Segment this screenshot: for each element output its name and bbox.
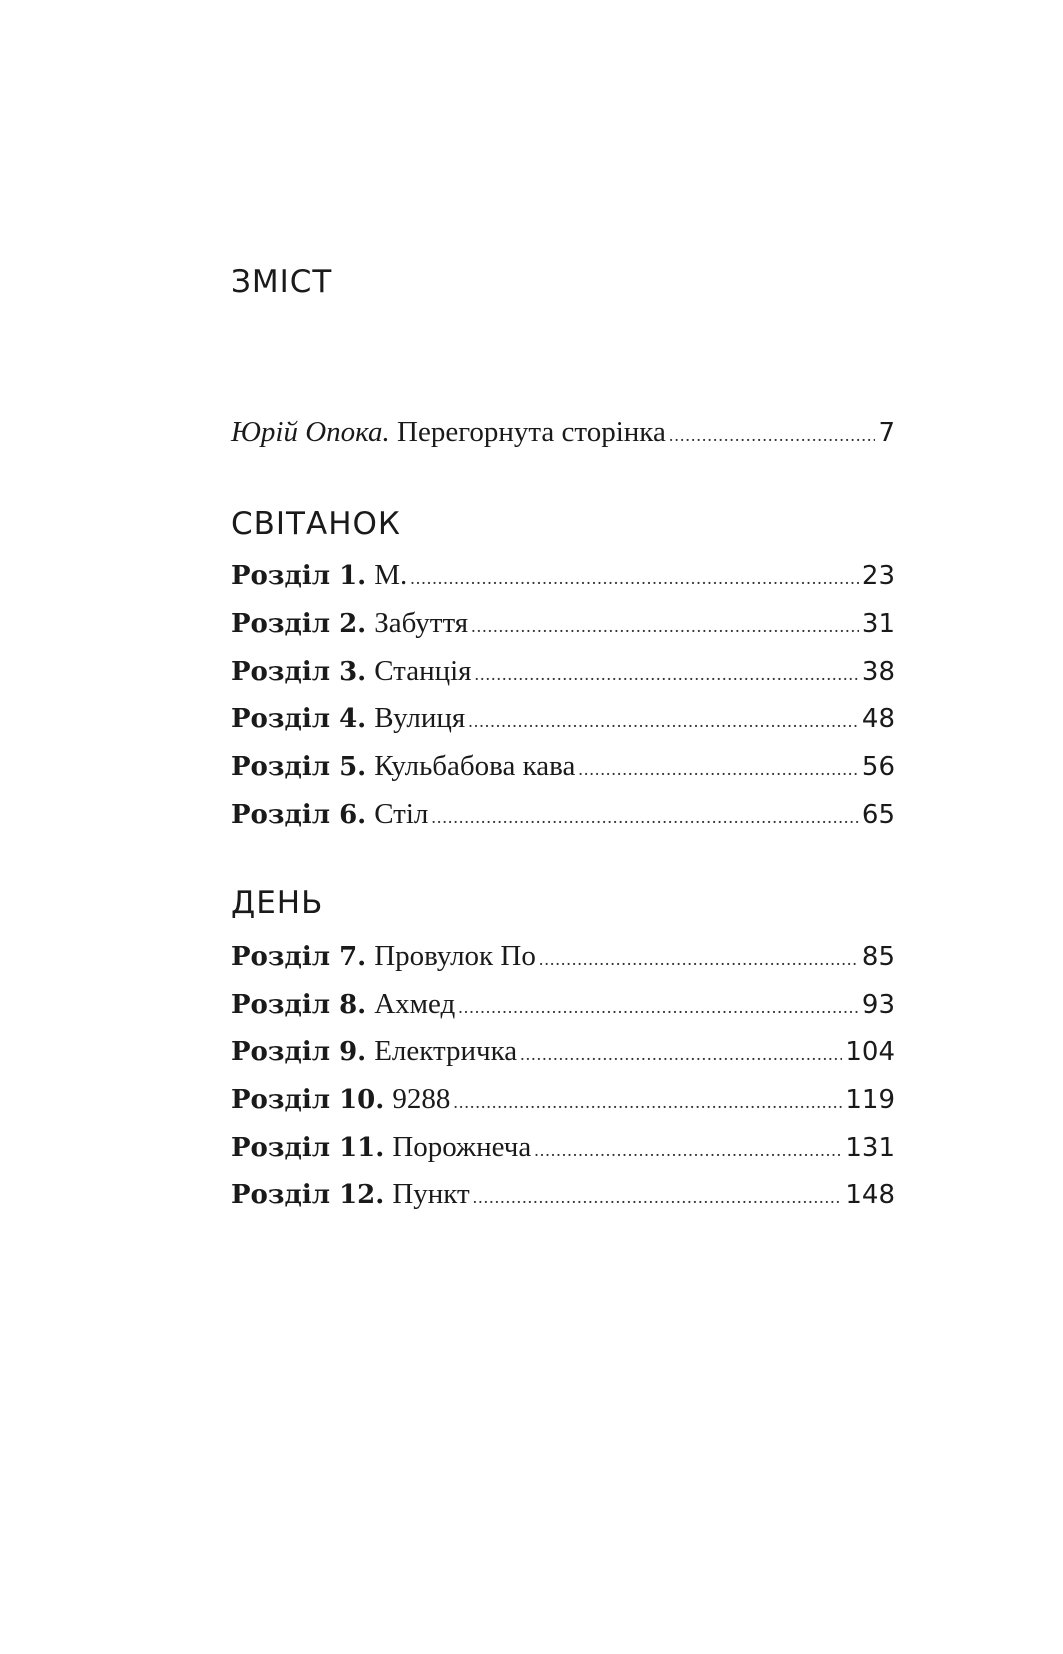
- chapter-label: Розділ 5.: [231, 752, 367, 782]
- chapter-title: Кульбабова кава: [374, 750, 576, 782]
- page-number: 104: [845, 1037, 895, 1067]
- chapter-title: Стіл: [374, 798, 429, 830]
- chapter-label: Розділ 7.: [231, 942, 367, 972]
- dot-leader: [468, 701, 859, 741]
- toc-entry[interactable]: [231, 698, 895, 738]
- intro-title: Перегорнута сторінка: [397, 416, 666, 448]
- chapter-label: Розділ 8.: [231, 990, 367, 1020]
- chapter-label: Розділ 11.: [231, 1133, 385, 1163]
- dot-leader: [534, 1130, 842, 1170]
- toc-entry[interactable]: [231, 1079, 895, 1119]
- intro-author: Юрій Опока.: [231, 416, 390, 448]
- section-heading-den: ДЕНЬ: [231, 885, 324, 921]
- chapter-label: Розділ 9.: [231, 1037, 367, 1067]
- chapter-title: Вулиця: [374, 702, 466, 734]
- page-number: 119: [845, 1085, 895, 1115]
- dot-leader: [475, 654, 859, 694]
- page-number: 65: [861, 800, 895, 830]
- chapter-title: Забуття: [374, 607, 469, 639]
- dot-leader: [410, 558, 859, 598]
- toc-entry[interactable]: [231, 984, 895, 1024]
- page-number: 31: [861, 609, 895, 639]
- toc-entry[interactable]: [231, 1031, 895, 1071]
- page-number: 85: [861, 942, 895, 972]
- toc-entry[interactable]: [231, 555, 895, 595]
- chapter-label: Розділ 6.: [231, 800, 367, 830]
- toc-intro-entry[interactable]: [231, 412, 895, 452]
- toc-entry[interactable]: [231, 1127, 895, 1167]
- dot-leader: [520, 1034, 842, 1074]
- dot-leader: [539, 939, 859, 979]
- dot-leader: [453, 1082, 842, 1122]
- dot-leader: [471, 606, 859, 646]
- section-heading-svitanok: СВІТАНОК: [231, 506, 401, 542]
- chapter-label: Розділ 12.: [231, 1180, 385, 1210]
- chapter-label: Розділ 3.: [231, 657, 367, 687]
- page-number: 48: [861, 704, 895, 734]
- chapter-label: Розділ 2.: [231, 609, 367, 639]
- toc-entry[interactable]: [231, 936, 895, 976]
- dot-leader: [473, 1177, 843, 1217]
- toc-entry[interactable]: [231, 794, 895, 834]
- dot-leader: [578, 749, 859, 789]
- page-number: 131: [845, 1133, 895, 1163]
- chapter-title: Пункт: [392, 1178, 470, 1210]
- page-number: 7: [878, 418, 895, 448]
- chapter-title: Електричка: [374, 1035, 518, 1067]
- page-number: 38: [861, 657, 895, 687]
- toc-entry[interactable]: [231, 1174, 895, 1214]
- toc-entry[interactable]: [231, 651, 895, 691]
- dot-leader: [669, 415, 876, 455]
- page-number: 148: [845, 1180, 895, 1210]
- toc-entry[interactable]: [231, 603, 895, 643]
- chapter-title: Провулок По: [374, 940, 536, 972]
- chapter-label: Розділ 1.: [231, 561, 367, 591]
- chapter-title: 9288: [392, 1083, 451, 1115]
- page-number: 23: [861, 561, 895, 591]
- page-number: 93: [861, 990, 895, 1020]
- chapter-title: Станція: [374, 655, 472, 687]
- dot-leader: [431, 797, 859, 837]
- page-number: 56: [861, 752, 895, 782]
- chapter-title: Ахмед: [374, 988, 456, 1020]
- toc-title: ЗМІСТ: [231, 264, 333, 300]
- chapter-title: М.: [374, 559, 408, 591]
- chapter-title: Порожнеча: [392, 1131, 532, 1163]
- chapter-label: Розділ 10.: [231, 1085, 385, 1115]
- dot-leader: [458, 987, 859, 1027]
- toc-entry[interactable]: [231, 746, 895, 786]
- chapter-label: Розділ 4.: [231, 704, 367, 734]
- intro-text: [231, 412, 666, 452]
